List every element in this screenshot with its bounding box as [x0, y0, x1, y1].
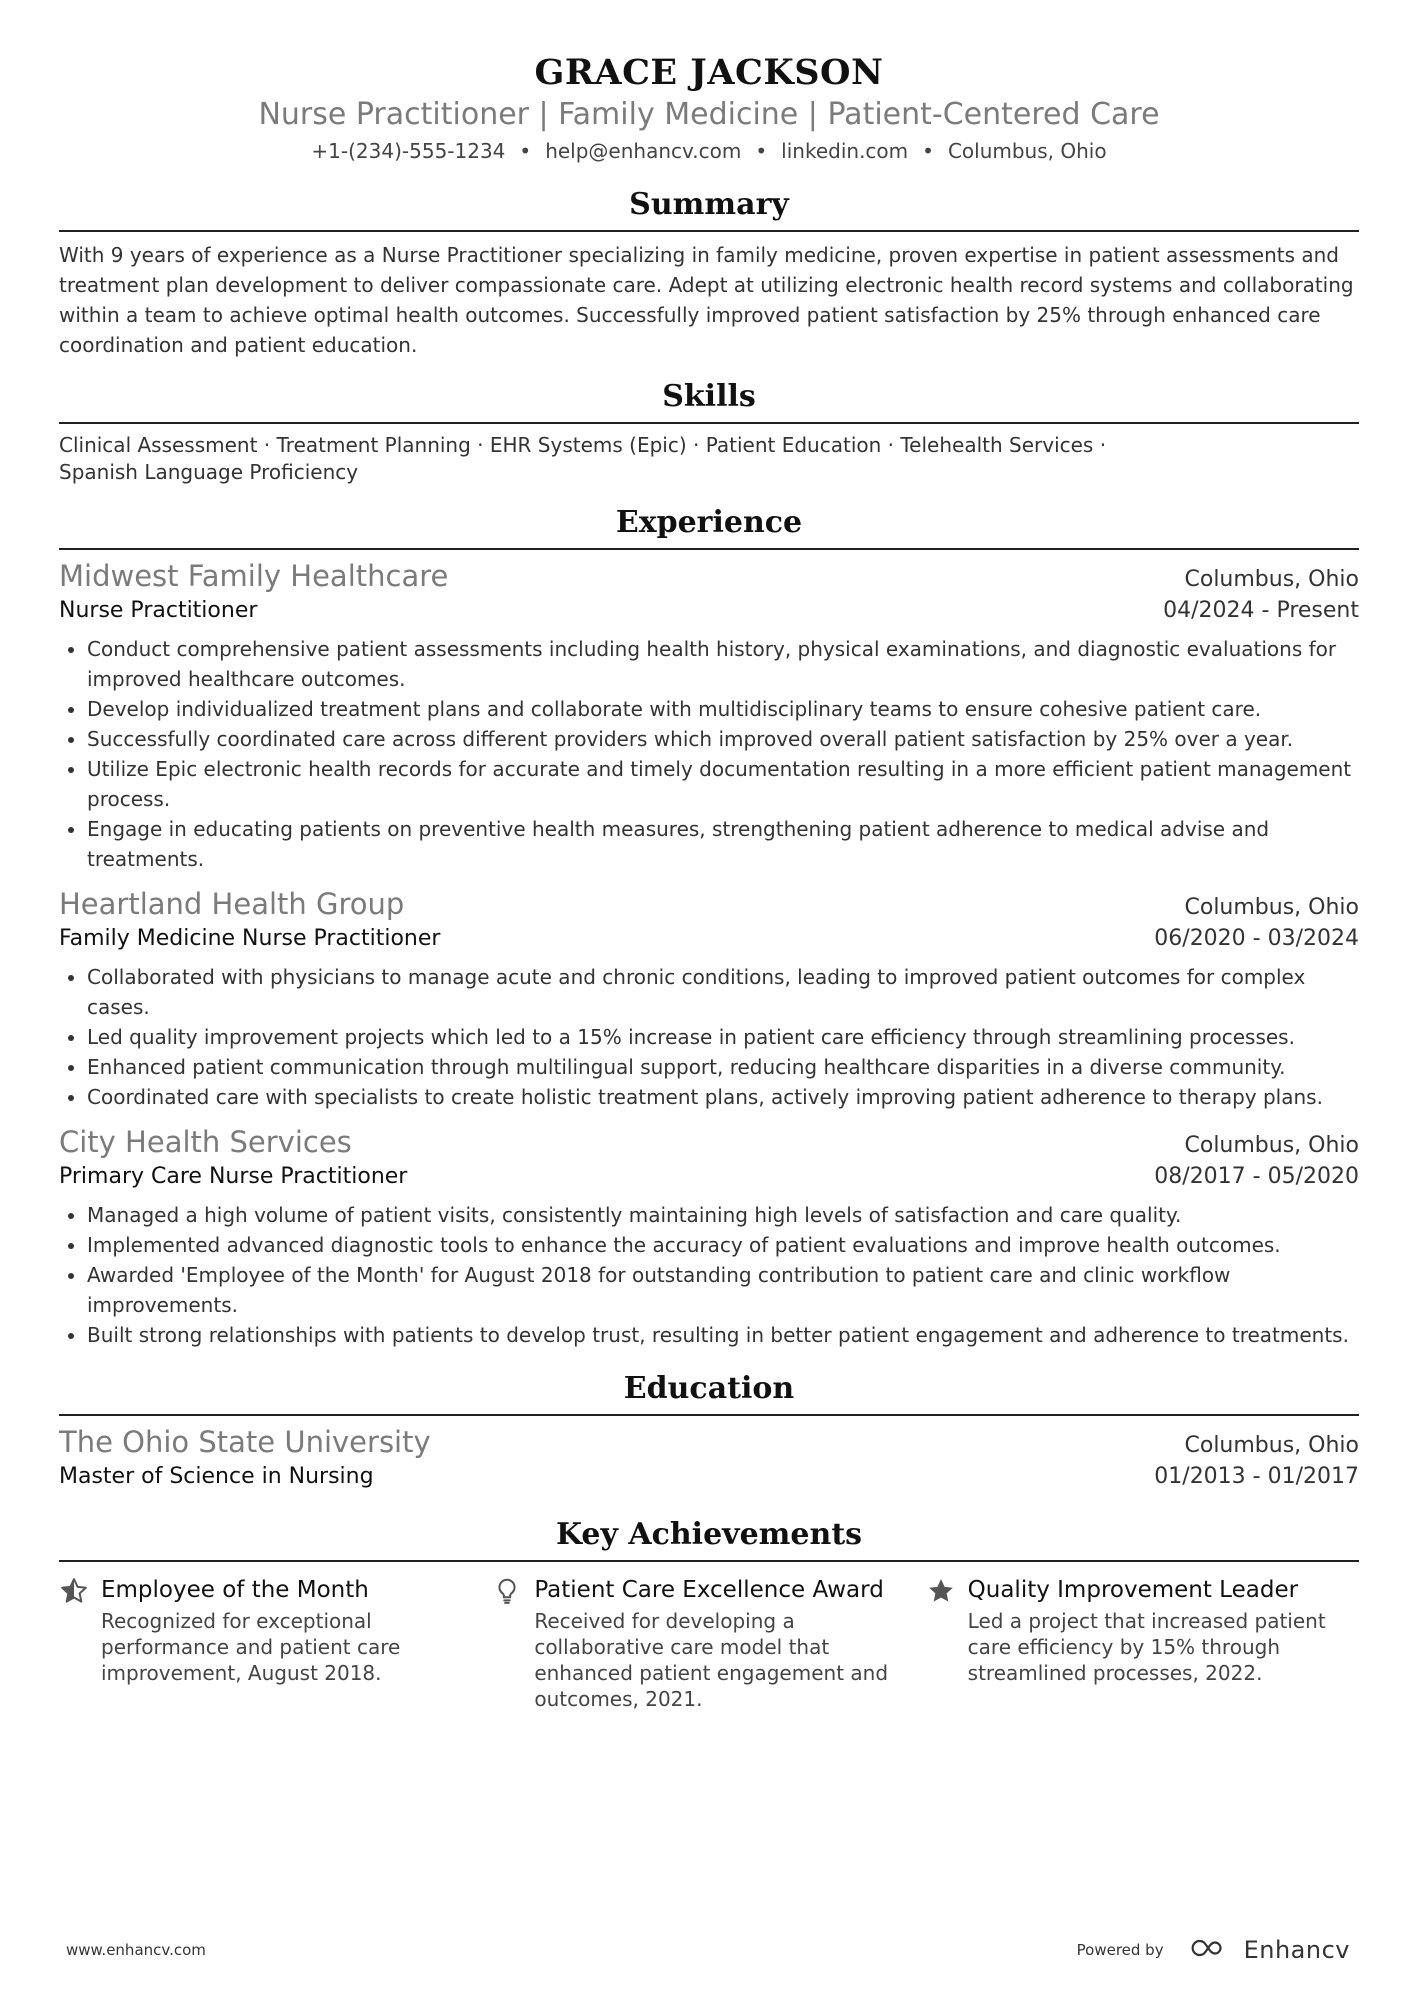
bullet-item: • Led quality improvement projects which led to a 15% increase in patient care efficiency through streamlining processes. [87, 1022, 1359, 1052]
candidate-name: GRACE JACKSON [534, 52, 884, 93]
section-divider [59, 1414, 1359, 1416]
brand-name: Enhancv [1243, 1936, 1350, 1964]
section-divider [59, 1560, 1359, 1562]
section-title-summary: Summary [629, 187, 789, 222]
job-dates: 04/2024 - Present [1163, 598, 1359, 623]
star-filled-icon [926, 1574, 968, 1712]
achievement-title: Patient Care Excellence Award [534, 1577, 884, 1603]
bullet-item: • Utilize Epic electronic health records for accurate and timely documentation resulting in a more efficient patient management process. [87, 754, 1359, 814]
education-section [59, 1370, 1359, 1494]
job-location: Columbus, Ohio [1184, 1133, 1359, 1158]
job-title: Nurse Practitioner [59, 598, 258, 623]
bullet-separator: • [922, 139, 934, 163]
bullet-item: • Built strong relationships with patients to develop trust, resulting in better patient engagement and adherence to treatments. [87, 1320, 1359, 1350]
bullet-item: • Successfully coordinated care across different providers which improved overall patient satisfaction by 25% over a year. [87, 724, 1359, 754]
contact-line [59, 138, 1359, 164]
bullet-item: • Develop individualized treatment plans and collaborate with multidisciplinary teams to ensure cohesive patient care. [87, 694, 1359, 724]
bullet-item: • Conduct comprehensive patient assessments including health history, physical examinations, and diagnostic evaluations for improved healthcare outcomes. [87, 634, 1359, 694]
education-entry [59, 1424, 1359, 1494]
company-name: City Health Services [59, 1125, 352, 1159]
section-title-education: Education [623, 1371, 795, 1406]
location: Columbus, Ohio [947, 139, 1107, 163]
achievement-title: Quality Improvement Leader [967, 1577, 1299, 1603]
section-title-achievements: Key Achievements [555, 1517, 863, 1552]
achievement-item [926, 1574, 1359, 1712]
achievement-title: Employee of the Month [101, 1577, 369, 1603]
summary-section [59, 186, 1359, 360]
bullet-item: • Collaborated with physicians to manage acute and chronic conditions, leading to improved patient outcomes for complex cases. [87, 962, 1359, 1022]
enhancv-logo-icon [1190, 1936, 1236, 1964]
bullet-item: • Enhanced patient communication through multilingual support, reducing healthcare disparities in a diverse community. [87, 1052, 1359, 1082]
achievements-section [59, 1516, 1359, 1712]
bullet-item: • Implemented advanced diagnostic tools to enhance the accuracy of patient evaluations and improve health outcomes. [87, 1230, 1359, 1260]
company-name: Midwest Family Healthcare [59, 559, 449, 593]
company-name: Heartland Health Group [59, 887, 405, 921]
email-link[interactable]: help@enhancv.com [545, 139, 742, 163]
bullet-item: • Managed a high volume of patient visits, consistently maintaining high levels of satisfaction and care quality. [87, 1200, 1359, 1230]
achievement-description: Received for developing a collaborative care model that enhanced patient engagement and outcomes, 2021. [534, 1609, 889, 1711]
job-bullets [59, 962, 1359, 1112]
footer-website-link[interactable]: www.enhancv.com [66, 1941, 206, 1959]
experience-section [59, 504, 1359, 1350]
lightbulb-icon [492, 1574, 534, 1712]
achievements-list [59, 1574, 1359, 1712]
job-entry [59, 886, 1359, 1112]
resume-header [59, 0, 1359, 164]
job-entry [59, 1124, 1359, 1350]
page-footer [66, 1936, 1350, 1964]
achievement-description: Led a project that increased patient care efficiency by 15% through streamlined processes, 2022. [967, 1609, 1326, 1685]
bullet-separator: • [755, 139, 768, 163]
bullet-item: • Engage in educating patients on preventive health measures, strengthening patient adherence to medical advise and treatments. [87, 814, 1359, 874]
section-title-experience: Experience [615, 505, 803, 540]
resume-page [59, 0, 1359, 1712]
star-outline-icon [59, 1574, 101, 1712]
powered-by [1077, 1936, 1350, 1964]
job-bullets [59, 634, 1359, 874]
skills-list: Clinical Assessment · Treatment Planning · EHR Systems (Epic) · Patient Education · Telehealth Services · Spanish Language Proficiency [59, 433, 1107, 484]
powered-by-label: Powered by [1076, 1941, 1164, 1959]
job-title: Primary Care Nurse Practitioner [59, 1164, 408, 1189]
bullet-separator: • [519, 139, 532, 163]
achievement-description: Recognized for exceptional performance and patient care improvement, August 2018. [101, 1609, 401, 1685]
job-entry [59, 558, 1359, 874]
phone: +1-(234)-555-1234 [311, 139, 506, 163]
achievement-item [492, 1574, 925, 1712]
job-title: Family Medicine Nurse Practitioner [59, 926, 441, 951]
bullet-item: • Coordinated care with specialists to create holistic treatment plans, actively improving patient adherence to therapy plans. [87, 1082, 1359, 1112]
achievement-item [59, 1574, 492, 1712]
headline: Nurse Practitioner | Family Medicine | Patient-Centered Care [258, 97, 1160, 132]
job-bullets [59, 1200, 1359, 1350]
degree: Master of Science in Nursing [59, 1464, 374, 1489]
job-dates: 08/2017 - 05/2020 [1154, 1164, 1359, 1189]
summary-text: With 9 years of experience as a Nurse Practitioner specializing in family medicine, proven expertise in patient assessments and treatment plan development to deliver compassionate care. Adept at utilizing electronic health record systems and collaborating within a team to achieve optimal health outcomes. Successfully improved patient satisfaction by 25% through enhanced care coordination and patient education. [59, 243, 1354, 357]
school-name: The Ohio State University [59, 1425, 431, 1459]
bullet-item: • Awarded 'Employee of the Month' for August 2018 for outstanding contribution to patient care and clinic workflow improvements. [87, 1260, 1359, 1320]
skills-section [59, 378, 1359, 486]
section-divider [59, 422, 1359, 424]
education-dates: 01/2013 - 01/2017 [1154, 1464, 1359, 1489]
job-location: Columbus, Ohio [1184, 895, 1359, 920]
section-divider [59, 230, 1359, 232]
job-dates: 06/2020 - 03/2024 [1154, 926, 1359, 951]
linkedin-link[interactable]: linkedin.com [781, 139, 909, 163]
school-location: Columbus, Ohio [1184, 1433, 1359, 1458]
section-divider [59, 548, 1359, 550]
job-location: Columbus, Ohio [1184, 567, 1359, 592]
section-title-skills: Skills [662, 379, 756, 414]
